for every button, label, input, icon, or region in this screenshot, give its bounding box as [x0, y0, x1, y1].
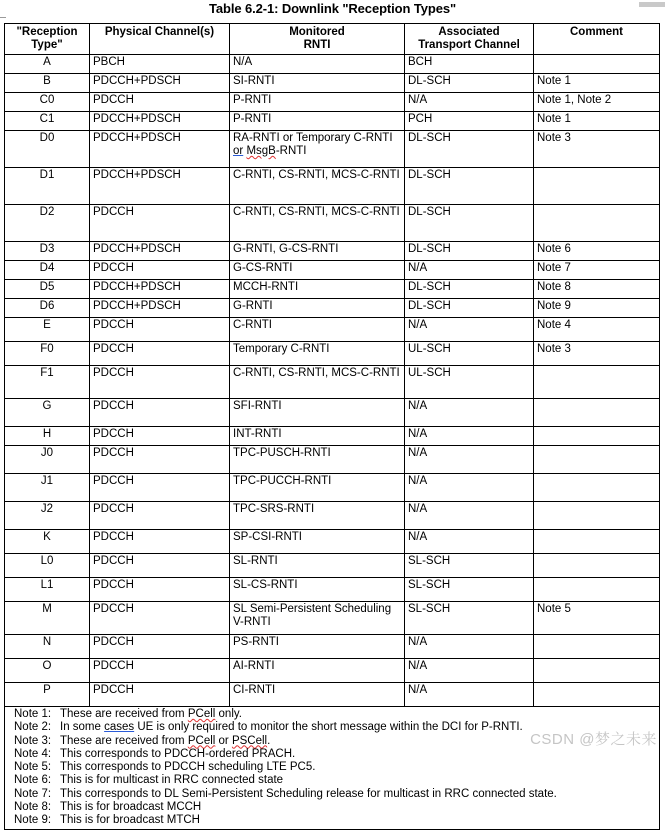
note-text: This is for broadcast MCCH: [60, 801, 202, 814]
cell-monitored-rnti: SP-CSI-RNTI: [230, 530, 405, 554]
cell-reception-type: H: [5, 427, 90, 446]
table-row: [5, 205, 660, 242]
cell-comment: Note 3: [534, 131, 660, 168]
note-item: [8, 708, 656, 721]
cell-transport-channel: DL-SCH: [405, 168, 534, 205]
cell-monitored-rnti: Temporary C-RNTI: [230, 342, 405, 366]
table-row: [5, 366, 660, 399]
note-text-b: .: [267, 734, 271, 747]
cell-physical-channel: PDCCH: [90, 578, 230, 602]
cell-transport-channel: SL-SCH: [405, 554, 534, 578]
cell-monitored-rnti: [230, 131, 405, 168]
table-row: [5, 280, 660, 299]
cell-physical-channel: PDCCH: [90, 530, 230, 554]
note-text-mid: or: [215, 734, 232, 747]
note-item: [8, 774, 656, 787]
column-header-transport-line1: Associated: [438, 26, 500, 38]
cell-comment: Note 4: [534, 318, 660, 342]
cell-physical-channel: PDCCH: [90, 427, 230, 446]
table-row: [5, 112, 660, 131]
cell-monitored-rnti: C-RNTI, CS-RNTI, MCS-C-RNTI: [230, 168, 405, 205]
cell-physical-channel: PDCCH: [90, 93, 230, 112]
cell-reception-type: F0: [5, 342, 90, 366]
column-header-monitored-rnti: [230, 24, 405, 55]
note-label: Note 1:: [14, 708, 52, 720]
cell-physical-channel: PDCCH: [90, 342, 230, 366]
note-item: [8, 801, 656, 814]
page-margin-rule: [0, 17, 6, 18]
cell-monitored-rnti: P-RNTI: [230, 93, 405, 112]
note-text: [60, 708, 656, 721]
note-text-a: These are received from: [60, 708, 188, 720]
note-text: [60, 735, 656, 748]
cell-physical-channel: PDCCH: [90, 554, 230, 578]
reception-types-table: [4, 23, 660, 830]
cell-transport-channel: DL-SCH: [405, 242, 534, 261]
table-row: [5, 74, 660, 93]
cell-reception-type: A: [5, 55, 90, 74]
cell-transport-channel: DL-SCH: [405, 74, 534, 93]
cell-reception-type: J0: [5, 446, 90, 474]
cell-monitored-rnti: SL-RNTI: [230, 554, 405, 578]
column-header-reception-type-line1: "Reception: [16, 26, 78, 38]
cell-reception-type: D4: [5, 261, 90, 280]
table-row: [5, 659, 660, 683]
cell-transport-channel: N/A: [405, 427, 534, 446]
spellcheck-flagged-text: MsgB: [246, 145, 276, 157]
cell-comment: Note 1: [534, 112, 660, 131]
spellcheck-flagged-text: PCell: [187, 708, 216, 720]
cell-transport-channel: N/A: [405, 93, 534, 112]
table-row: [5, 168, 660, 205]
cell-physical-channel: PDCCH: [90, 474, 230, 502]
cell-transport-channel: BCH: [405, 55, 534, 74]
note-item: [8, 735, 656, 748]
column-header-transport-line2: Transport Channel: [418, 39, 520, 51]
table-row: [5, 318, 660, 342]
column-header-reception-type-line2: Type": [31, 39, 63, 51]
cell-reception-type: D5: [5, 280, 90, 299]
cell-reception-type: G: [5, 399, 90, 427]
table-row: [5, 342, 660, 366]
cell-monitored-rnti: SL Semi-Persistent Scheduling V-RNTI: [230, 602, 405, 635]
cell-transport-channel: SL-SCH: [405, 578, 534, 602]
cell-comment: [534, 366, 660, 399]
cell-transport-channel: SL-SCH: [405, 602, 534, 635]
cell-transport-channel: N/A: [405, 261, 534, 280]
csdn-watermark: CSDN @梦之未来: [530, 731, 657, 748]
cell-comment: Note 9: [534, 299, 660, 318]
cell-monitored-rnti: C-RNTI, CS-RNTI, MCS-C-RNTI: [230, 366, 405, 399]
table-notes-cell: [5, 707, 660, 830]
note-label: Note 6:: [14, 774, 52, 787]
cell-reception-type: P: [5, 683, 90, 707]
cell-reception-type: D2: [5, 205, 90, 242]
note-text: This corresponds to PDCCH scheduling LTE PC5.: [60, 761, 316, 774]
cell-transport-channel: UL-SCH: [405, 366, 534, 399]
table-row: [5, 474, 660, 502]
cell-transport-channel: N/A: [405, 474, 534, 502]
cell-monitored-rnti: C-RNTI: [230, 318, 405, 342]
note-item: [8, 788, 656, 801]
table-row: [5, 554, 660, 578]
note-item: [8, 761, 656, 774]
table-row: [5, 131, 660, 168]
note-label: Note 2:: [14, 721, 52, 734]
table-row: [5, 602, 660, 635]
note-label: Note 3:: [14, 734, 52, 747]
cell-comment: Note 8: [534, 280, 660, 299]
cell-reception-type: L0: [5, 554, 90, 578]
column-header-monitored-rnti-line1: Monitored: [289, 26, 345, 38]
spellcheck-flagged-text: PSCell: [231, 734, 268, 747]
table-header-row: [5, 24, 660, 55]
cell-monitored-rnti: TPC-PUSCH-RNTI: [230, 446, 405, 474]
cell-comment: [534, 635, 660, 659]
table-row: [5, 299, 660, 318]
cell-transport-channel: N/A: [405, 318, 534, 342]
cell-physical-channel: PDCCH: [90, 502, 230, 530]
table-header: [5, 24, 660, 55]
cell-comment: [534, 474, 660, 502]
cell-reception-type: C0: [5, 93, 90, 112]
cell-monitored-rnti: CI-RNTI: [230, 683, 405, 707]
cell-comment: [534, 554, 660, 578]
cell-monitored-rnti: SI-RNTI: [230, 74, 405, 93]
cell-transport-channel: DL-SCH: [405, 205, 534, 242]
cell-reception-type: B: [5, 74, 90, 93]
cell-comment: [534, 399, 660, 427]
column-header-monitored-rnti-line2: RNTI: [303, 39, 331, 51]
cell-comment: [534, 168, 660, 205]
notes-list: [8, 708, 656, 828]
cell-comment: [534, 683, 660, 707]
cell-physical-channel: PDCCH+PDSCH: [90, 131, 230, 168]
cell-transport-channel: DL-SCH: [405, 131, 534, 168]
table-row: [5, 683, 660, 707]
cell-reception-type: L1: [5, 578, 90, 602]
note-label: Note 5:: [14, 761, 52, 774]
note-item: [8, 814, 656, 827]
cell-monitored-rnti: INT-RNTI: [230, 427, 405, 446]
cell-transport-channel: N/A: [405, 659, 534, 683]
cell-physical-channel: PDCCH+PDSCH: [90, 168, 230, 205]
cell-reception-type: D0: [5, 131, 90, 168]
cell-comment: Note 5: [534, 602, 660, 635]
cell-physical-channel: PDCCH: [90, 399, 230, 427]
cell-physical-channel: PDCCH+PDSCH: [90, 112, 230, 131]
cell-monitored-rnti: P-RNTI: [230, 112, 405, 131]
table-row: [5, 261, 660, 280]
cell-monitored-rnti: TPC-SRS-RNTI: [230, 502, 405, 530]
cell-reception-type: O: [5, 659, 90, 683]
table-row: [5, 93, 660, 112]
cell-physical-channel: PDCCH: [90, 635, 230, 659]
cell-monitored-rnti: G-CS-RNTI: [230, 261, 405, 280]
cell-reception-type: D3: [5, 242, 90, 261]
cell-physical-channel: PDCCH: [90, 261, 230, 280]
note-item: [8, 721, 656, 734]
cell-reception-type: J2: [5, 502, 90, 530]
cell-transport-channel: PCH: [405, 112, 534, 131]
grammar-flagged-text: cases: [104, 721, 135, 734]
cell-physical-channel: PDCCH+PDSCH: [90, 74, 230, 93]
cell-transport-channel: DL-SCH: [405, 280, 534, 299]
cell-physical-channel: PDCCH: [90, 683, 230, 707]
note-text-b: UE is only required to monitor the short message within the DCI for P-RNTI.: [134, 721, 523, 734]
cell-comment: [534, 659, 660, 683]
cell-physical-channel: PDCCH+PDSCH: [90, 299, 230, 318]
table-row: [5, 530, 660, 554]
cell-monitored-rnti: AI-RNTI: [230, 659, 405, 683]
note-text-a: In some: [60, 721, 105, 734]
cell-comment: Note 1: [534, 74, 660, 93]
cell-comment: [534, 530, 660, 554]
cell-reception-type: N: [5, 635, 90, 659]
cell-reception-type: K: [5, 530, 90, 554]
table-row: [5, 635, 660, 659]
table-notes-row: [5, 707, 660, 830]
table-row: [5, 242, 660, 261]
cell-transport-channel: N/A: [405, 446, 534, 474]
table-row: [5, 502, 660, 530]
note-text: This is for broadcast MTCH: [60, 814, 200, 827]
cell-physical-channel: PBCH: [90, 55, 230, 74]
cell-transport-channel: DL-SCH: [405, 299, 534, 318]
cell-physical-channel: PDCCH: [90, 446, 230, 474]
table-body: [5, 55, 660, 830]
cell-transport-channel: N/A: [405, 683, 534, 707]
cell-comment: [534, 55, 660, 74]
cell-reception-type: M: [5, 602, 90, 635]
cell-transport-channel: N/A: [405, 399, 534, 427]
cell-monitored-rnti: PS-RNTI: [230, 635, 405, 659]
cell-physical-channel: PDCCH+PDSCH: [90, 242, 230, 261]
cell-comment: Note 7: [534, 261, 660, 280]
rnti-text-a: RA-RNTI or Temporary C-RNTI: [233, 132, 393, 144]
table-row: [5, 578, 660, 602]
cell-physical-channel: PDCCH: [90, 659, 230, 683]
cell-transport-channel: N/A: [405, 635, 534, 659]
table-row: [5, 427, 660, 446]
cell-reception-type: J1: [5, 474, 90, 502]
spellcheck-flagged-text: PCell: [187, 734, 216, 747]
cell-physical-channel: PDCCH: [90, 602, 230, 635]
cell-transport-channel: UL-SCH: [405, 342, 534, 366]
note-label: Note 8:: [14, 801, 52, 814]
grammar-flagged-text: or: [233, 145, 244, 157]
note-text: This is for multicast in RRC connected state: [60, 774, 284, 787]
cell-comment: Note 3: [534, 342, 660, 366]
note-label: Note 4:: [14, 747, 52, 760]
cell-reception-type: C1: [5, 112, 90, 131]
cell-monitored-rnti: G-RNTI: [230, 299, 405, 318]
column-header-comment: [534, 24, 660, 55]
cell-physical-channel: PDCCH+PDSCH: [90, 280, 230, 299]
table-caption: Table 6.2-1: Downlink "Reception Types": [208, 1, 457, 16]
column-header-reception-type: [5, 24, 90, 55]
column-header-physical-channels-line1: Physical Channel(s): [104, 26, 215, 38]
cell-monitored-rnti: C-RNTI, CS-RNTI, MCS-C-RNTI: [230, 205, 405, 242]
cell-comment: [534, 502, 660, 530]
column-header-physical-channels: [90, 24, 230, 55]
cell-monitored-rnti: SL-CS-RNTI: [230, 578, 405, 602]
table-row: [5, 55, 660, 74]
column-header-associated-transport-channel: [405, 24, 534, 55]
note-text: [60, 721, 656, 734]
cell-monitored-rnti: TPC-PUCCH-RNTI: [230, 474, 405, 502]
cell-comment: [534, 578, 660, 602]
cell-physical-channel: PDCCH: [90, 366, 230, 399]
table-row: [5, 399, 660, 427]
cell-reception-type: E: [5, 318, 90, 342]
cell-monitored-rnti: MCCH-RNTI: [230, 280, 405, 299]
cell-physical-channel: PDCCH: [90, 318, 230, 342]
cell-comment: Note 1, Note 2: [534, 93, 660, 112]
cell-reception-type: D1: [5, 168, 90, 205]
table-row: [5, 446, 660, 474]
note-item: [8, 748, 656, 761]
note-text-a: These are received from: [60, 734, 188, 747]
cell-comment: [534, 427, 660, 446]
note-label: Note 7:: [14, 787, 52, 800]
note-label: Note 9:: [14, 814, 52, 827]
cell-transport-channel: N/A: [405, 530, 534, 554]
cell-physical-channel: PDCCH: [90, 205, 230, 242]
note-text: This corresponds to DL Semi-Persistent Scheduling release for multicast in RRC connected state.: [60, 787, 557, 800]
cell-monitored-rnti: N/A: [230, 55, 405, 74]
cell-reception-type: D6: [5, 299, 90, 318]
rnti-text-b: -RNTI: [275, 145, 307, 157]
cell-reception-type: F1: [5, 366, 90, 399]
cell-comment: [534, 446, 660, 474]
cell-comment: [534, 205, 660, 242]
cell-monitored-rnti: SFI-RNTI: [230, 399, 405, 427]
cell-monitored-rnti: G-RNTI, G-CS-RNTI: [230, 242, 405, 261]
cell-transport-channel: N/A: [405, 502, 534, 530]
column-header-comment-line1: Comment: [569, 26, 624, 38]
cell-comment: Note 6: [534, 242, 660, 261]
note-text-b: only.: [215, 708, 242, 720]
note-text: This corresponds to PDCCH-ordered PRACH.: [60, 747, 296, 760]
